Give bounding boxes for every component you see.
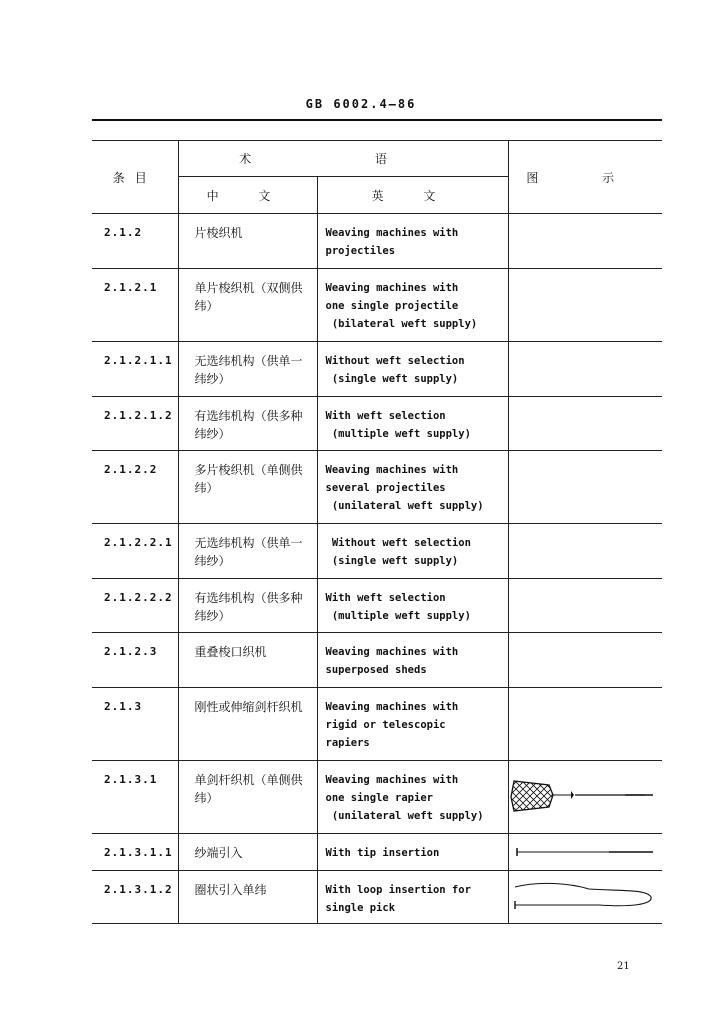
figure-cell [508, 871, 662, 924]
term-english: Weaving machines with one single projectile (bilateral weft supply) [317, 269, 508, 342]
item-number: 2.1.2.1 [92, 269, 178, 342]
term-english: Without weft selection (single weft supply) [317, 342, 508, 397]
figure-cell [508, 214, 662, 269]
term-chinese: 刚性或伸缩剑杆织机 [178, 688, 317, 761]
term-chinese: 重叠梭口织机 [178, 633, 317, 688]
figure-cell [508, 524, 662, 579]
loop-insertion-figure [509, 871, 663, 924]
table-row [92, 524, 662, 579]
table-row [92, 579, 662, 633]
figure-cell [508, 688, 662, 761]
term-chinese: 单剑杆织机（单侧供纬） [178, 761, 317, 834]
item-number: 2.1.2.3 [92, 633, 178, 688]
term-english: With weft selection (multiple weft supply) [317, 397, 508, 451]
term-chinese: 有选纬机构（供多种纬纱） [178, 397, 317, 451]
item-number: 2.1.3.1 [92, 761, 178, 834]
term-english: Weaving machines with one single rapier (unilateral weft supply) [317, 761, 508, 834]
item-number: 2.1.2.2.1 [92, 524, 178, 579]
figure-cell [508, 834, 662, 871]
term-chinese: 无选纬机构（供单一纬纱） [178, 524, 317, 579]
item-number: 2.1.2 [92, 214, 178, 269]
figure-cell [508, 579, 662, 633]
table-row [92, 761, 662, 834]
tip-insertion-figure [509, 834, 663, 871]
term-english: With tip insertion [317, 834, 508, 871]
table-header-row [92, 141, 662, 177]
header-term: 术 语 [178, 141, 508, 177]
term-english: Weaving machines with several projectiles (unilateral weft supply) [317, 451, 508, 524]
figure-cell [508, 633, 662, 688]
table-row [92, 397, 662, 451]
figure-cell [508, 451, 662, 524]
header-english: 英 文 [317, 177, 508, 214]
term-chinese: 圈状引入单纬 [178, 871, 317, 924]
single-rapier-figure [509, 761, 663, 834]
table-row [92, 871, 662, 924]
figure-cell [508, 269, 662, 342]
term-chinese: 无选纬机构（供单一纬纱） [178, 342, 317, 397]
table-row [92, 688, 662, 761]
term-chinese: 片梭织机 [178, 214, 317, 269]
terms-table [92, 140, 662, 924]
table-row [92, 342, 662, 397]
term-chinese: 多片梭织机（单侧供纬） [178, 451, 317, 524]
figure-cell [508, 397, 662, 451]
term-chinese: 单片梭织机（双侧供纬） [178, 269, 317, 342]
header-item: 条目 [92, 141, 178, 214]
document-code: GB 6002.4—86 [305, 97, 417, 111]
term-english: Weaving machines with projectiles [317, 214, 508, 269]
figure-cell [508, 761, 662, 834]
term-english: With weft selection (multiple weft supply) [317, 579, 508, 633]
term-english: Without weft selection (single weft supply) [317, 524, 508, 579]
table-row [92, 451, 662, 524]
term-english: Weaving machines with rigid or telescopic rapiers [317, 688, 508, 761]
figure-cell [508, 342, 662, 397]
page-number: 21 [617, 961, 630, 972]
item-number: 2.1.3.1.2 [92, 871, 178, 924]
header-chinese: 中 文 [178, 177, 317, 214]
term-chinese: 有选纬机构（供多种纬纱） [178, 579, 317, 633]
item-number: 2.1.2.1.1 [92, 342, 178, 397]
header-figure: 图 示 [508, 141, 662, 214]
table-row [92, 214, 662, 269]
table-row [92, 269, 662, 342]
item-number: 2.1.3 [92, 688, 178, 761]
header-rule [92, 119, 662, 121]
item-number: 2.1.2.2.2 [92, 579, 178, 633]
term-english: With loop insertion for single pick [317, 871, 508, 924]
table-row [92, 633, 662, 688]
term-english: Weaving machines with superposed sheds [317, 633, 508, 688]
term-chinese: 纱端引入 [178, 834, 317, 871]
item-number: 2.1.2.1.2 [92, 397, 178, 451]
item-number: 2.1.3.1.1 [92, 834, 178, 871]
table-row [92, 834, 662, 871]
item-number: 2.1.2.2 [92, 451, 178, 524]
